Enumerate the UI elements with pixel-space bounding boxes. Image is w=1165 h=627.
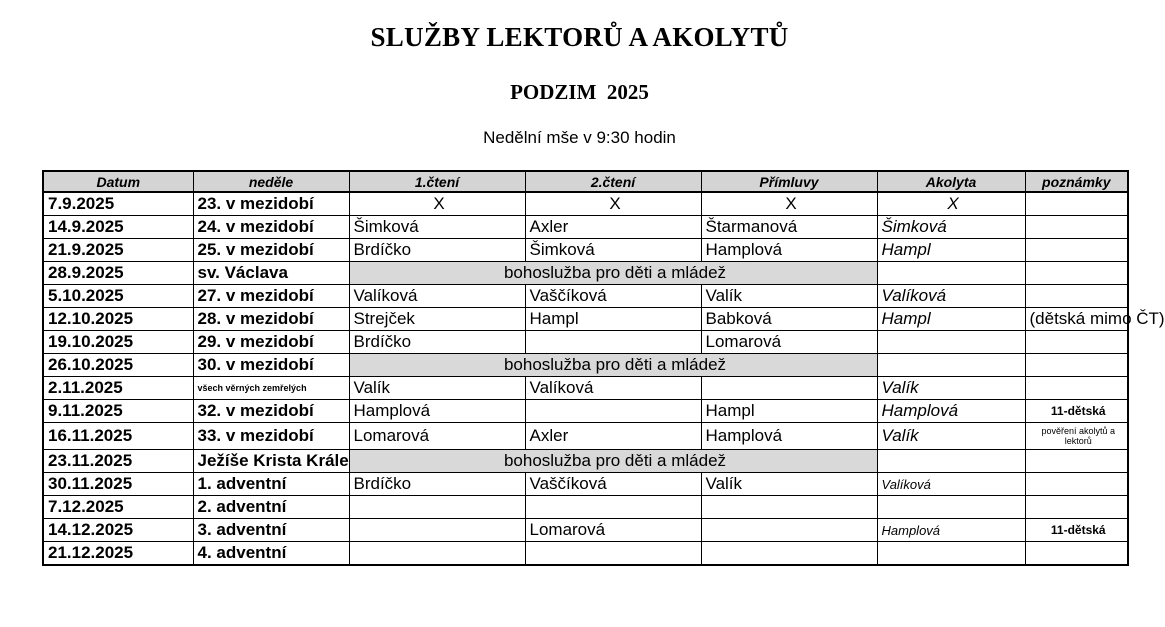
intercessions-cell bbox=[701, 377, 877, 400]
intercessions-cell: X bbox=[701, 192, 877, 216]
sunday-cell: 28. v mezidobí bbox=[193, 308, 349, 331]
document-title: SLUŽBY LEKTORŮ A AKOLYTŮ bbox=[370, 22, 789, 52]
mass-time-info: Nedělní mše v 9:30 hodin bbox=[483, 128, 676, 147]
reading2-cell: Hampl bbox=[525, 308, 701, 331]
sunday-cell: 27. v mezidobí bbox=[193, 285, 349, 308]
column-header-sunday: neděle bbox=[193, 171, 349, 192]
note-cell bbox=[1025, 354, 1128, 377]
intercessions-cell: Hamplová bbox=[701, 423, 877, 450]
sunday-cell: 29. v mezidobí bbox=[193, 331, 349, 354]
acolyte-cell bbox=[877, 496, 1025, 519]
note-cell bbox=[1025, 239, 1128, 262]
acolyte-cell bbox=[877, 354, 1025, 377]
reading2-cell: Šimková bbox=[525, 239, 701, 262]
sunday-cell: 24. v mezidobí bbox=[193, 216, 349, 239]
date-cell: 12.10.2025 bbox=[43, 308, 193, 331]
date-cell: 14.12.2025 bbox=[43, 519, 193, 542]
date-cell: 23.11.2025 bbox=[43, 450, 193, 473]
reading1-cell: Šimková bbox=[349, 216, 525, 239]
acolyte-cell: Hampl bbox=[877, 239, 1025, 262]
sunday-cell: Ježíše Krista Krále bbox=[193, 450, 349, 473]
note-cell bbox=[1025, 262, 1128, 285]
reading1-cell: Brdíčko bbox=[349, 473, 525, 496]
note-cell bbox=[1025, 216, 1128, 239]
table-row bbox=[43, 192, 1128, 216]
season-subtitle: PODZIM 2025 bbox=[510, 80, 649, 104]
reading2-cell: X bbox=[525, 192, 701, 216]
sunday-cell: 30. v mezidobí bbox=[193, 354, 349, 377]
date-cell: 30.11.2025 bbox=[43, 473, 193, 496]
column-header-reading2: 2.čtení bbox=[525, 171, 701, 192]
reading1-cell bbox=[349, 496, 525, 519]
reading2-cell: Vaščíková bbox=[525, 285, 701, 308]
sunday-cell: 23. v mezidobí bbox=[193, 192, 349, 216]
reading1-cell: Valík bbox=[349, 377, 525, 400]
note-cell bbox=[1025, 450, 1128, 473]
note-cell: pověření akolytů a lektorů bbox=[1025, 423, 1128, 450]
table-row bbox=[43, 331, 1128, 354]
table-header-row bbox=[43, 171, 1128, 192]
table-row bbox=[43, 473, 1128, 496]
sunday-cell: 2. adventní bbox=[193, 496, 349, 519]
note-cell: 11-dětská bbox=[1025, 519, 1128, 542]
note-cell bbox=[1025, 496, 1128, 519]
date-cell: 16.11.2025 bbox=[43, 423, 193, 450]
service-schedule-table bbox=[42, 170, 1165, 566]
sunday-cell: 32. v mezidobí bbox=[193, 400, 349, 423]
date-cell: 21.9.2025 bbox=[43, 239, 193, 262]
column-header-acolyte: Akolyta bbox=[877, 171, 1025, 192]
table-row bbox=[43, 496, 1128, 519]
reading1-cell bbox=[349, 519, 525, 542]
acolyte-cell bbox=[877, 450, 1025, 473]
youth-mass-cell: bohoslužba pro děti a mládež bbox=[349, 354, 877, 377]
table-row bbox=[43, 450, 1128, 473]
date-cell: 9.11.2025 bbox=[43, 400, 193, 423]
acolyte-cell: Hampl bbox=[877, 308, 1025, 331]
reading2-cell: Lomarová bbox=[525, 519, 701, 542]
reading2-cell bbox=[525, 542, 701, 566]
intercessions-cell: Valík bbox=[701, 473, 877, 496]
note-cell bbox=[1025, 377, 1128, 400]
table-row bbox=[43, 423, 1128, 450]
acolyte-cell: X bbox=[877, 192, 1025, 216]
sunday-cell: 1. adventní bbox=[193, 473, 349, 496]
date-cell: 28.9.2025 bbox=[43, 262, 193, 285]
date-cell: 19.10.2025 bbox=[43, 331, 193, 354]
intercessions-cell: Valík bbox=[701, 285, 877, 308]
table-row bbox=[43, 216, 1128, 239]
column-header-date: Datum bbox=[43, 171, 193, 192]
acolyte-cell: Valík bbox=[877, 423, 1025, 450]
date-cell: 7.9.2025 bbox=[43, 192, 193, 216]
reading1-cell: Valíková bbox=[349, 285, 525, 308]
youth-mass-cell: bohoslužba pro děti a mládež bbox=[349, 262, 877, 285]
table-row bbox=[43, 262, 1128, 285]
reading2-cell bbox=[525, 400, 701, 423]
intercessions-cell bbox=[701, 496, 877, 519]
date-cell: 14.9.2025 bbox=[43, 216, 193, 239]
intercessions-cell: Lomarová bbox=[701, 331, 877, 354]
intercessions-cell: Hamplová bbox=[701, 239, 877, 262]
sunday-cell: 4. adventní bbox=[193, 542, 349, 566]
acolyte-cell: Hamplová bbox=[877, 400, 1025, 423]
sunday-cell: všech věrných zemřelých bbox=[193, 377, 349, 400]
column-header-reading1: 1.čtení bbox=[349, 171, 525, 192]
acolyte-cell bbox=[877, 262, 1025, 285]
date-cell: 5.10.2025 bbox=[43, 285, 193, 308]
date-cell: 26.10.2025 bbox=[43, 354, 193, 377]
acolyte-cell: Hamplová bbox=[877, 519, 1025, 542]
acolyte-cell: Šimková bbox=[877, 216, 1025, 239]
reading2-cell: Axler bbox=[525, 423, 701, 450]
intercessions-cell bbox=[701, 542, 877, 566]
intercessions-cell: Hampl bbox=[701, 400, 877, 423]
table-row bbox=[43, 285, 1128, 308]
note-cell: 11-dětská bbox=[1025, 400, 1128, 423]
reading1-cell: X bbox=[349, 192, 525, 216]
sunday-cell: 25. v mezidobí bbox=[193, 239, 349, 262]
reading1-cell: Brdíčko bbox=[349, 239, 525, 262]
table-row bbox=[43, 542, 1128, 566]
acolyte-cell: Valíková bbox=[877, 285, 1025, 308]
reading2-cell bbox=[525, 331, 701, 354]
sunday-cell: 3. adventní bbox=[193, 519, 349, 542]
reading2-cell: Axler bbox=[525, 216, 701, 239]
intercessions-cell: Babková bbox=[701, 308, 877, 331]
date-cell: 2.11.2025 bbox=[43, 377, 193, 400]
acolyte-cell bbox=[877, 542, 1025, 566]
column-header-notes: poznámky bbox=[1025, 171, 1128, 192]
table-row bbox=[43, 377, 1128, 400]
note-cell bbox=[1025, 192, 1128, 216]
acolyte-cell bbox=[877, 331, 1025, 354]
reading1-cell: Strejček bbox=[349, 308, 525, 331]
table-row bbox=[43, 400, 1128, 423]
table-row bbox=[43, 519, 1128, 542]
reading2-cell bbox=[525, 496, 701, 519]
column-header-intercessions: Přímluvy bbox=[701, 171, 877, 192]
intercessions-cell: Štarmanová bbox=[701, 216, 877, 239]
note-cell: (dětská mimo ČT) bbox=[1025, 308, 1128, 331]
note-cell bbox=[1025, 473, 1128, 496]
intercessions-cell bbox=[701, 519, 877, 542]
note-cell bbox=[1025, 542, 1128, 566]
reading1-cell: Brdíčko bbox=[349, 331, 525, 354]
date-cell: 21.12.2025 bbox=[43, 542, 193, 566]
reading2-cell: Vaščíková bbox=[525, 473, 701, 496]
reading1-cell: Hamplová bbox=[349, 400, 525, 423]
table-row bbox=[43, 354, 1128, 377]
reading1-cell bbox=[349, 542, 525, 566]
date-cell: 7.12.2025 bbox=[43, 496, 193, 519]
note-cell bbox=[1025, 331, 1128, 354]
table-row bbox=[43, 239, 1128, 262]
note-cell bbox=[1025, 285, 1128, 308]
sunday-cell: sv. Václava bbox=[193, 262, 349, 285]
acolyte-cell: Valík bbox=[877, 377, 1025, 400]
acolyte-cell: Valíková bbox=[877, 473, 1025, 496]
reading1-cell: Lomarová bbox=[349, 423, 525, 450]
sunday-cell: 33. v mezidobí bbox=[193, 423, 349, 450]
reading2-cell: Valíková bbox=[525, 377, 701, 400]
youth-mass-cell: bohoslužba pro děti a mládež bbox=[349, 450, 877, 473]
table-row bbox=[43, 308, 1128, 331]
